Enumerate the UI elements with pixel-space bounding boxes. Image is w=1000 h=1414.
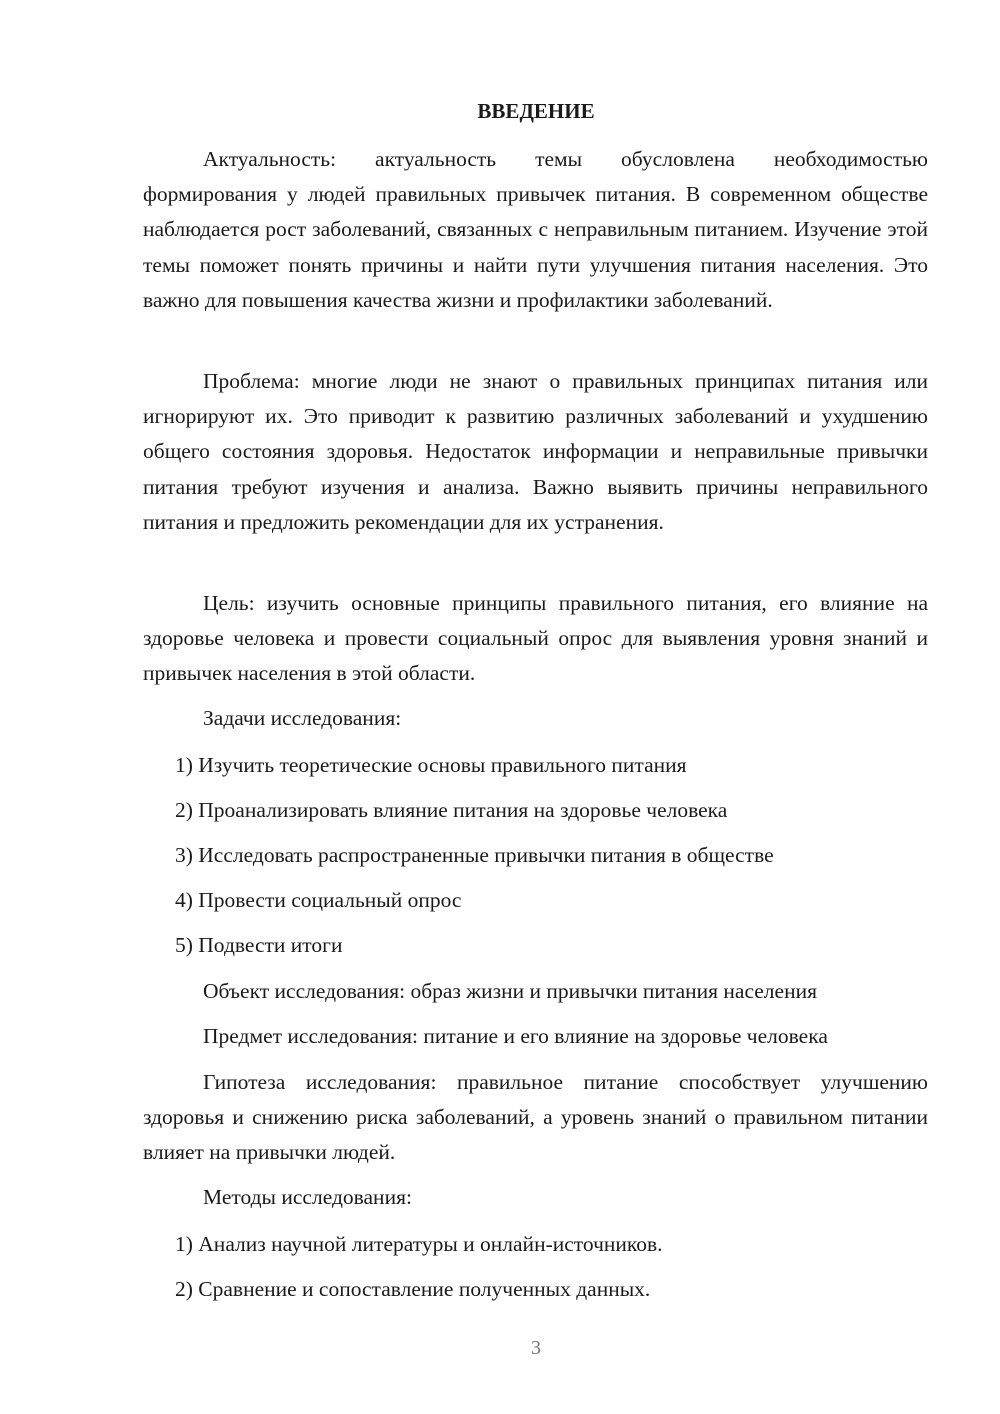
task-item: 5) Подвести итоги: [175, 933, 343, 957]
research-object: Объект исследования: образ жизни и привычки питания населения: [203, 979, 817, 1003]
task-item: 2) Проанализировать влияние питания на здоровье человека: [175, 798, 728, 822]
goal-paragraph: Цель: изучить основные принципы правильного питания, его влияние на здоровье человека и провести социальный опрос для выявления уровня знаний и привычек населения в этой области.: [143, 591, 928, 686]
problem-paragraph: Проблема: многие люди не знают о правильных принципах питания или игнорируют их. Это приводит к развитию различных заболеваний и ухудшению общего состояния здоровья. Недостаток информации и неправильные привычки питания требуют изучения и анализа. Важно выявить причины неправильного питания и предложить рекомендации для их устранения.: [143, 369, 928, 534]
research-subject: Предмет исследования: питание и его влияние на здоровье человека: [203, 1024, 828, 1048]
section-title: ВВЕДЕНИЕ: [477, 99, 595, 123]
task-item: 1) Изучить теоретические основы правильного питания: [175, 753, 687, 777]
method-item: 1) Анализ научной литературы и онлайн-источников.: [175, 1232, 663, 1256]
tasks-heading: Задачи исследования:: [203, 706, 402, 730]
method-item: 2) Сравнение и сопоставление полученных данных.: [175, 1277, 651, 1301]
hypothesis-paragraph: Гипотеза исследования: правильное питание способствует улучшению здоровья и снижению риска заболеваний, а уровень знаний о правильном питании влияет на привычки людей.: [143, 1070, 928, 1165]
task-item: 3) Исследовать распространенные привычки питания в обществе: [175, 843, 774, 867]
relevance-paragraph: Актуальность: актуальность темы обусловлена необходимостью формирования у людей правильных привычек питания. В современном обществе наблюдается рост заболеваний, связанных с неправильным питанием. Изучение этой темы поможет понять причины и найти пути улучшения питания населения. Это важно для повышения качества жизни и профилактики заболеваний.: [143, 147, 928, 312]
methods-heading: Методы исследования:: [203, 1185, 412, 1209]
page-number: 3: [531, 1337, 541, 1359]
task-item: 4) Провести социальный опрос: [175, 888, 462, 912]
